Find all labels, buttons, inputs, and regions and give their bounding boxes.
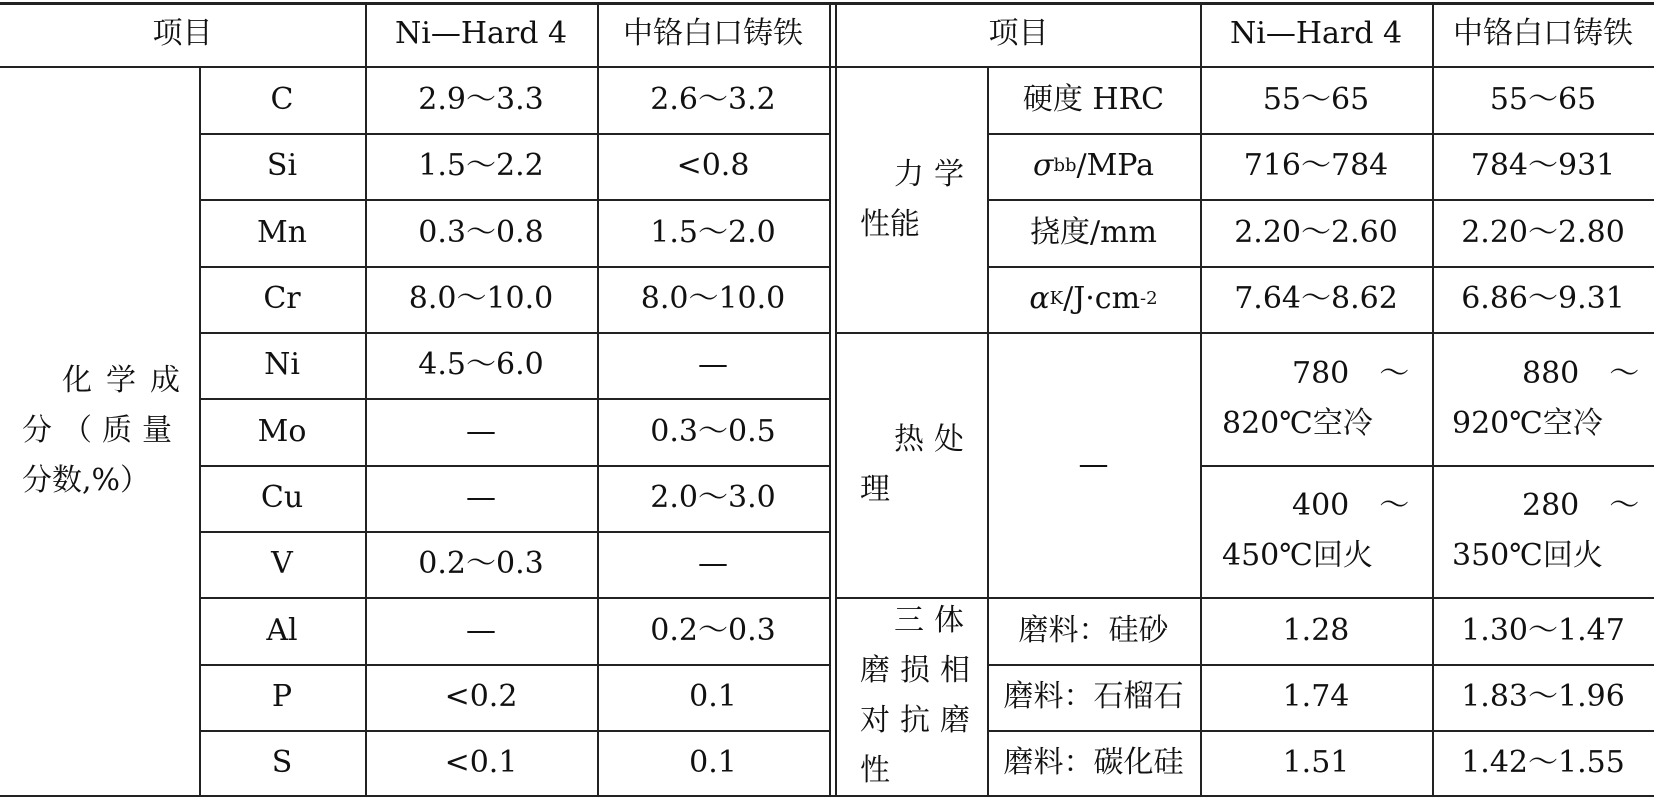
chem-group-line: 分（质量 bbox=[22, 412, 182, 448]
chem-element: Al bbox=[266, 612, 298, 648]
wear-group-line: 三体 bbox=[894, 603, 974, 638]
chem-ni-value: — bbox=[466, 480, 496, 515]
sigma-subscript: bb bbox=[1053, 155, 1077, 176]
wear-group-label bbox=[860, 597, 987, 795]
chem-group-line: 化学成 bbox=[62, 362, 194, 398]
temper-ni-line1: 400 ～ bbox=[1292, 488, 1410, 523]
chem-element: Cr bbox=[263, 281, 301, 316]
bottom-rule bbox=[0, 795, 1654, 797]
air-cool-cr-line2: 920℃空冷 bbox=[1452, 405, 1603, 441]
chem-element: S bbox=[271, 744, 293, 780]
deflection-cr: 2.20～2.80 bbox=[1461, 214, 1625, 250]
chem-cr-value: 2.0～3.0 bbox=[650, 480, 776, 515]
deflection-label: 挠度/mm bbox=[1029, 214, 1157, 250]
air-cool-ni bbox=[1200, 332, 1432, 465]
wear-group-line: 磨损相 bbox=[860, 653, 980, 688]
chem-ni-value: 2.9～3.3 bbox=[418, 81, 544, 117]
wear-ni-value: 1.28 bbox=[1282, 612, 1350, 648]
wear-ni-value: 1.51 bbox=[1282, 744, 1350, 780]
chem-cr-value: 8.0～10.0 bbox=[640, 281, 786, 316]
chem-ni-value: — bbox=[466, 612, 496, 648]
wear-group-line: 性 bbox=[860, 753, 890, 788]
header-ni-hard-left: Ni—Hard 4 bbox=[394, 16, 568, 51]
hardness-cr: 55～65 bbox=[1489, 81, 1597, 117]
divider-rule bbox=[835, 2, 837, 795]
chem-element: C bbox=[270, 81, 294, 117]
impact-ni: 7.64～8.62 bbox=[1234, 281, 1398, 316]
bend-strength-unit: /MPa bbox=[1076, 148, 1155, 183]
temper-cr bbox=[1432, 465, 1654, 597]
wear-abrasive-label: 磨料：硅砂 bbox=[1018, 612, 1169, 648]
header-item-left: 项目 bbox=[152, 16, 213, 51]
heat-group-line: 热处 bbox=[894, 421, 974, 457]
chem-cr-value: — bbox=[698, 546, 728, 581]
divider-rule bbox=[829, 2, 831, 795]
chem-cr-value: 0.3～0.5 bbox=[650, 413, 776, 449]
wear-ni-value: 1.74 bbox=[1282, 679, 1350, 714]
hardness-label: 硬度 HRC bbox=[1022, 81, 1165, 117]
chem-group-label bbox=[22, 66, 199, 795]
chem-ni-value: 0.2～0.3 bbox=[418, 546, 544, 581]
hardness-ni: 55～65 bbox=[1262, 81, 1370, 117]
chem-ni-value: 1.5～2.2 bbox=[418, 148, 544, 183]
heat-group-line: 理 bbox=[860, 471, 890, 507]
chem-group-line: 分数,%） bbox=[22, 462, 151, 498]
chem-element: P bbox=[271, 679, 293, 714]
chem-element: V bbox=[271, 546, 293, 581]
header-cr-iron-left: 中铬白口铸铁 bbox=[623, 16, 803, 51]
bend-strength-ni: 716～784 bbox=[1243, 148, 1389, 183]
chem-cr-value: 0.2～0.3 bbox=[650, 612, 776, 648]
deflection-ni: 2.20～2.60 bbox=[1234, 214, 1398, 250]
header-item-right: 项目 bbox=[988, 16, 1049, 51]
air-cool-ni-line2: 820℃空冷 bbox=[1222, 405, 1373, 441]
chem-ni-value: 8.0～10.0 bbox=[408, 281, 554, 316]
chem-element: Mn bbox=[256, 214, 308, 250]
air-cool-cr bbox=[1432, 332, 1654, 465]
chem-element: Mo bbox=[257, 413, 307, 449]
chem-cr-value: <0.8 bbox=[676, 148, 750, 183]
header-ni-hard-right: Ni—Hard 4 bbox=[1229, 16, 1403, 51]
wear-group-line: 对抗磨 bbox=[860, 703, 980, 738]
mech-group-line: 性能 bbox=[860, 206, 920, 242]
wear-cr-value: 1.42～1.55 bbox=[1461, 744, 1625, 780]
mech-group-label bbox=[860, 133, 987, 266]
temper-cr-line1: 280 ～ bbox=[1522, 488, 1640, 523]
chem-ni-value: 4.5～6.0 bbox=[418, 347, 544, 382]
chem-ni-value: — bbox=[466, 413, 496, 449]
chem-ni-value: <0.1 bbox=[444, 744, 518, 780]
impact-cr: 6.86～9.31 bbox=[1461, 281, 1625, 316]
chem-element: Ni bbox=[264, 347, 300, 382]
header-cr-iron-right: 中铬白口铸铁 bbox=[1453, 16, 1633, 51]
chem-element: Cu bbox=[260, 480, 304, 515]
impact-label bbox=[987, 266, 1200, 332]
chem-cr-value: 1.5～2.0 bbox=[650, 214, 776, 250]
wear-abrasive-label: 磨料：碳化硅 bbox=[1003, 744, 1184, 780]
temper-ni bbox=[1200, 465, 1432, 597]
chem-cr-value: — bbox=[698, 347, 728, 382]
wear-cr-value: 1.83～1.96 bbox=[1461, 679, 1625, 714]
impact-exponent: -2 bbox=[1140, 288, 1158, 309]
alpha-subscript: K bbox=[1049, 288, 1064, 309]
wear-cr-value: 1.30～1.47 bbox=[1461, 612, 1625, 648]
temper-ni-line2: 450℃回火 bbox=[1222, 538, 1373, 573]
chem-ni-value: <0.2 bbox=[444, 679, 518, 714]
heat-group-label bbox=[860, 332, 987, 597]
temper-cr-line2: 350℃回火 bbox=[1452, 538, 1603, 573]
heat-sub-value: — bbox=[1078, 446, 1109, 482]
chem-cr-value: 0.1 bbox=[689, 744, 737, 780]
impact-unit: /J·cm bbox=[1063, 281, 1141, 316]
sigma-symbol: σ bbox=[1032, 148, 1054, 183]
mech-group-line: 力学 bbox=[894, 156, 974, 192]
bend-strength-cr: 784～931 bbox=[1470, 148, 1616, 183]
chem-cr-value: 2.6～3.2 bbox=[650, 81, 776, 117]
alpha-symbol: α bbox=[1029, 281, 1050, 316]
chem-ni-value: 0.3～0.8 bbox=[418, 214, 544, 250]
air-cool-ni-line1: 780 ～ bbox=[1292, 355, 1410, 391]
chem-element: Si bbox=[266, 148, 298, 183]
chem-cr-value: 0.1 bbox=[689, 679, 737, 714]
wear-abrasive-label: 磨料：石榴石 bbox=[1003, 679, 1184, 714]
bend-strength-label bbox=[987, 133, 1200, 199]
air-cool-cr-line1: 880 ～ bbox=[1522, 355, 1640, 391]
